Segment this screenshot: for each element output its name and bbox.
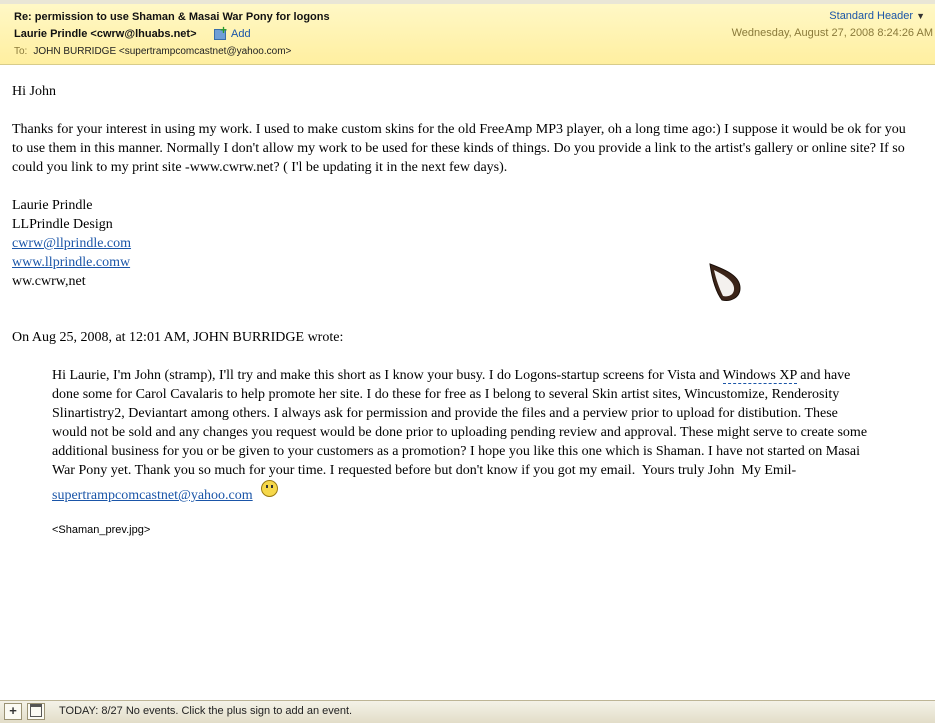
sender[interactable]: Laurie Prindle <cwrw@lhuabs.net> (14, 28, 197, 40)
decorative-leaf-icon (706, 262, 746, 306)
signature-site-text: ww.cwrw,net (12, 274, 86, 289)
standard-header-dropdown[interactable] (829, 10, 925, 22)
attachment-placeholder[interactable]: <Shaman_prev.jpg> (52, 524, 151, 536)
add-contact-icon: + (214, 27, 228, 39)
reply-paragraph: Thanks for your interest in using my work. I used to make custom skins for the old FreeAmp MP3 player, oh a long time ago:) I suppose it would be ok for you to use them in this manner. Normally I don't allow my work to be used for these kinds of things. Do you provide a link to the artist's gallery or online site? If so could you link to my print site -www.cwrw.net? ( I'l be updating it in the next few days). (12, 122, 906, 175)
signature (12, 196, 922, 291)
signature-web-link[interactable]: www.llprindle.comw (12, 255, 131, 270)
recipient-line (14, 46, 291, 57)
signature-company: LLPrindle Design (12, 217, 113, 232)
message-body (12, 82, 922, 540)
add-contact-label: Add (231, 28, 251, 40)
emoticon-icon (261, 480, 278, 497)
greeting: Hi John (12, 84, 56, 99)
signature-email-link[interactable]: cwrw@llprindle.com (12, 236, 132, 251)
message-header (0, 4, 935, 65)
dropdown-arrow-icon: ▼ (916, 11, 925, 21)
windows-xp-link[interactable]: Windows XP (722, 368, 797, 383)
add-contact-button[interactable] (214, 23, 251, 40)
quoted-text-part1: Hi Laurie, I'm John (stramp), I'll try and make this short as I know your busy. I do Logons-startup screens for Vista and (52, 368, 720, 383)
calendar-icon (30, 704, 42, 717)
message-date: Wednesday, August 27, 2008 8:24:26 AM (731, 27, 933, 39)
quoted-message (52, 366, 872, 505)
recipient[interactable]: JOHN BURRIDGE <supertrampcomcastnet@yahoo.com> (33, 46, 292, 57)
today-events-text: TODAY: 8/27 No events. Click the plus sign to add an event. (59, 705, 353, 717)
calendar-button[interactable] (27, 703, 45, 720)
standard-header-label: Standard Header (829, 10, 914, 22)
signature-name: Laurie Prindle (12, 198, 93, 213)
quote-attribution: On Aug 25, 2008, at 12:01 AM, JOHN BURRIDGE wrote: (12, 330, 344, 345)
quoted-text-part2: and have done some for Carol Cavalaris to help promote her site. I do these for free as I belong to several Skin artist sites, Wincustomize, Renderosity Slinartistry2, Deviantart among others. I always ask for permission and provide the files and a perview prior to upload for distibution. These would not be sold and any changes you request would be done prior to uploading pending review and approval. These might serve to create some additional business for you or be given to your customers as a promotion? I hope you like this one which is Shaman. I have not started on Masai War Pony yet. Thank you so much for your time. I requested before but don't know if you got my email. Yours truly John My Emil- (52, 368, 868, 478)
message-subject: Re: permission to use Shaman & Masai War Pony for logons (14, 11, 330, 23)
calendar-bar (0, 700, 935, 723)
to-label: To: (14, 46, 28, 57)
add-event-button[interactable]: + (4, 703, 22, 720)
quoted-email-link[interactable]: supertrampcomcastnet@yahoo.com (52, 488, 253, 503)
